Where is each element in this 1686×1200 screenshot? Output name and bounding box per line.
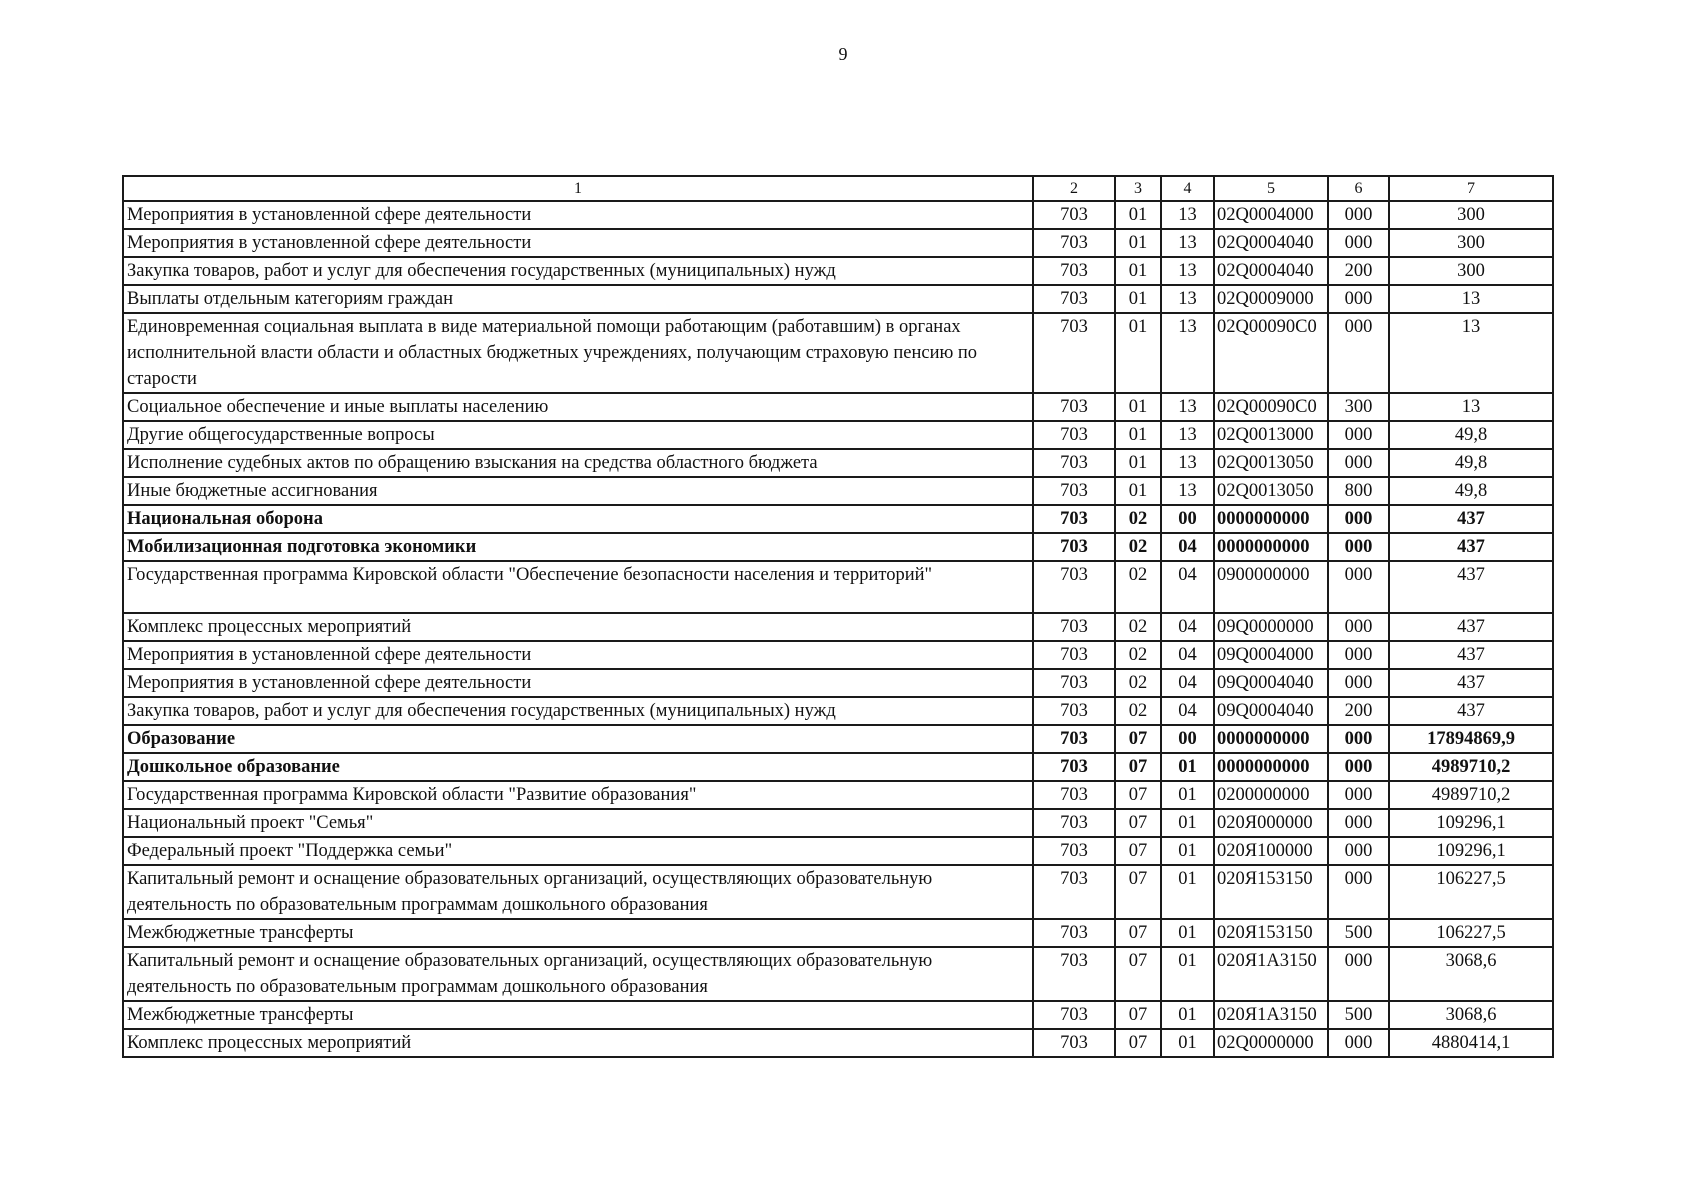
row-name: Социальное обеспечение и иные выплаты населению — [123, 393, 1033, 421]
cell-col-2: 703 — [1033, 781, 1115, 809]
cell-col-2: 703 — [1033, 533, 1115, 561]
cell-col-6: 000 — [1328, 781, 1389, 809]
table-row — [123, 1001, 1553, 1029]
cell-col-2: 703 — [1033, 725, 1115, 753]
cell-col-6: 000 — [1328, 533, 1389, 561]
budget-table — [122, 175, 1554, 1058]
cell-col-6: 000 — [1328, 809, 1389, 837]
table-row — [123, 285, 1553, 313]
cell-col-7: 437 — [1389, 533, 1553, 561]
table-row — [123, 865, 1553, 919]
cell-col-7: 106227,5 — [1389, 865, 1553, 919]
cell-col-6: 000 — [1328, 421, 1389, 449]
cell-col-3: 07 — [1115, 781, 1161, 809]
cell-col-2: 703 — [1033, 285, 1115, 313]
cell-col-4: 01 — [1161, 919, 1214, 947]
table-row — [123, 201, 1553, 229]
cell-col-7: 4989710,2 — [1389, 781, 1553, 809]
cell-col-2: 703 — [1033, 201, 1115, 229]
cell-col-5: 0200000000 — [1214, 781, 1328, 809]
table-row — [123, 809, 1553, 837]
cell-col-5: 020Я153150 — [1214, 919, 1328, 947]
row-name: Образование — [123, 725, 1033, 753]
cell-col-2: 703 — [1033, 393, 1115, 421]
cell-col-7: 49,8 — [1389, 477, 1553, 505]
table-row — [123, 533, 1553, 561]
cell-col-6: 000 — [1328, 865, 1389, 919]
table-row — [123, 613, 1553, 641]
cell-col-5: 02Q0013000 — [1214, 421, 1328, 449]
cell-col-5: 02Q00090C0 — [1214, 313, 1328, 393]
cell-col-7: 3068,6 — [1389, 947, 1553, 1001]
cell-col-7: 437 — [1389, 697, 1553, 725]
cell-col-5: 09Q0004040 — [1214, 669, 1328, 697]
cell-col-5: 020Я153150 — [1214, 865, 1328, 919]
table-row — [123, 449, 1553, 477]
cell-col-3: 02 — [1115, 505, 1161, 533]
cell-col-6: 000 — [1328, 561, 1389, 613]
table-row — [123, 477, 1553, 505]
row-name: Дошкольное образование — [123, 753, 1033, 781]
row-name: Комплекс процессных мероприятий — [123, 613, 1033, 641]
cell-col-4: 00 — [1161, 725, 1214, 753]
cell-col-7: 13 — [1389, 313, 1553, 393]
cell-col-2: 703 — [1033, 505, 1115, 533]
cell-col-4: 00 — [1161, 505, 1214, 533]
cell-col-7: 437 — [1389, 669, 1553, 697]
table-row — [123, 837, 1553, 865]
cell-col-2: 703 — [1033, 1001, 1115, 1029]
table-row — [123, 781, 1553, 809]
cell-col-7: 437 — [1389, 641, 1553, 669]
table-body — [123, 201, 1553, 1057]
cell-col-2: 703 — [1033, 313, 1115, 393]
cell-col-3: 01 — [1115, 257, 1161, 285]
cell-col-3: 07 — [1115, 809, 1161, 837]
cell-col-5: 09Q0000000 — [1214, 613, 1328, 641]
cell-col-4: 01 — [1161, 865, 1214, 919]
cell-col-5: 0000000000 — [1214, 725, 1328, 753]
cell-col-3: 07 — [1115, 725, 1161, 753]
cell-col-2: 703 — [1033, 865, 1115, 919]
cell-col-5: 02Q00090C0 — [1214, 393, 1328, 421]
cell-col-5: 0900000000 — [1214, 561, 1328, 613]
cell-col-2: 703 — [1033, 809, 1115, 837]
row-name: Иные бюджетные ассигнования — [123, 477, 1033, 505]
cell-col-5: 020Я100000 — [1214, 837, 1328, 865]
row-name: Другие общегосударственные вопросы — [123, 421, 1033, 449]
cell-col-7: 300 — [1389, 257, 1553, 285]
cell-col-6: 000 — [1328, 505, 1389, 533]
table-row — [123, 1029, 1553, 1057]
cell-col-3: 07 — [1115, 865, 1161, 919]
cell-col-7: 49,8 — [1389, 449, 1553, 477]
cell-col-7: 109296,1 — [1389, 837, 1553, 865]
cell-col-6: 800 — [1328, 477, 1389, 505]
header-cell: 1 — [123, 176, 1033, 201]
cell-col-3: 07 — [1115, 947, 1161, 1001]
header-cell: 2 — [1033, 176, 1115, 201]
cell-col-6: 000 — [1328, 753, 1389, 781]
row-name: Капитальный ремонт и оснащение образовательных организаций, осуществляющих образовательную деятельность по образовательным программам дошкольного образования — [123, 947, 1033, 1001]
cell-col-4: 04 — [1161, 641, 1214, 669]
cell-col-7: 17894869,9 — [1389, 725, 1553, 753]
cell-col-4: 01 — [1161, 947, 1214, 1001]
cell-col-2: 703 — [1033, 449, 1115, 477]
cell-col-6: 000 — [1328, 725, 1389, 753]
cell-col-2: 703 — [1033, 257, 1115, 285]
cell-col-3: 07 — [1115, 753, 1161, 781]
cell-col-4: 13 — [1161, 201, 1214, 229]
cell-col-5: 02Q0004040 — [1214, 229, 1328, 257]
cell-col-5: 02Q0013050 — [1214, 449, 1328, 477]
cell-col-2: 703 — [1033, 421, 1115, 449]
cell-col-7: 300 — [1389, 201, 1553, 229]
cell-col-4: 04 — [1161, 697, 1214, 725]
table-header-row — [123, 176, 1553, 201]
cell-col-6: 000 — [1328, 313, 1389, 393]
cell-col-4: 13 — [1161, 313, 1214, 393]
cell-col-5: 0000000000 — [1214, 533, 1328, 561]
cell-col-4: 13 — [1161, 449, 1214, 477]
cell-col-5: 020Я1А3150 — [1214, 1001, 1328, 1029]
cell-col-3: 01 — [1115, 229, 1161, 257]
cell-col-6: 000 — [1328, 285, 1389, 313]
cell-col-6: 000 — [1328, 201, 1389, 229]
cell-col-2: 703 — [1033, 613, 1115, 641]
cell-col-7: 437 — [1389, 561, 1553, 613]
cell-col-6: 500 — [1328, 1001, 1389, 1029]
cell-col-7: 437 — [1389, 613, 1553, 641]
header-cell: 4 — [1161, 176, 1214, 201]
cell-col-3: 02 — [1115, 561, 1161, 613]
cell-col-4: 13 — [1161, 421, 1214, 449]
cell-col-3: 01 — [1115, 201, 1161, 229]
table-row — [123, 393, 1553, 421]
row-name: Межбюджетные трансферты — [123, 1001, 1033, 1029]
table-row — [123, 919, 1553, 947]
cell-col-3: 01 — [1115, 477, 1161, 505]
cell-col-3: 07 — [1115, 1029, 1161, 1057]
cell-col-3: 02 — [1115, 533, 1161, 561]
row-name: Национальный проект "Семья" — [123, 809, 1033, 837]
table-row — [123, 753, 1553, 781]
header-cell: 3 — [1115, 176, 1161, 201]
cell-col-4: 04 — [1161, 669, 1214, 697]
cell-col-2: 703 — [1033, 477, 1115, 505]
row-name: Выплаты отдельным категориям граждан — [123, 285, 1033, 313]
cell-col-5: 0000000000 — [1214, 753, 1328, 781]
cell-col-7: 4880414,1 — [1389, 1029, 1553, 1057]
row-name: Исполнение судебных актов по обращению взыскания на средства областного бюджета — [123, 449, 1033, 477]
cell-col-4: 01 — [1161, 1001, 1214, 1029]
cell-col-3: 07 — [1115, 919, 1161, 947]
cell-col-5: 020Я1А3150 — [1214, 947, 1328, 1001]
cell-col-3: 07 — [1115, 1001, 1161, 1029]
cell-col-2: 703 — [1033, 641, 1115, 669]
cell-col-3: 02 — [1115, 697, 1161, 725]
cell-col-5: 02Q0000000 — [1214, 1029, 1328, 1057]
cell-col-6: 000 — [1328, 641, 1389, 669]
cell-col-2: 703 — [1033, 669, 1115, 697]
cell-col-4: 01 — [1161, 837, 1214, 865]
cell-col-3: 01 — [1115, 393, 1161, 421]
cell-col-5: 0000000000 — [1214, 505, 1328, 533]
cell-col-3: 02 — [1115, 641, 1161, 669]
cell-col-2: 703 — [1033, 1029, 1115, 1057]
table-row — [123, 229, 1553, 257]
cell-col-5: 02Q0013050 — [1214, 477, 1328, 505]
cell-col-4: 04 — [1161, 533, 1214, 561]
cell-col-5: 09Q0004000 — [1214, 641, 1328, 669]
cell-col-2: 703 — [1033, 919, 1115, 947]
table-row — [123, 257, 1553, 285]
cell-col-2: 703 — [1033, 229, 1115, 257]
cell-col-6: 300 — [1328, 393, 1389, 421]
cell-col-2: 703 — [1033, 947, 1115, 1001]
cell-col-7: 106227,5 — [1389, 919, 1553, 947]
row-name: Единовременная социальная выплата в виде материальной помощи работающим (работавшим) в органах исполнительной власти области и областных бюджетных учреждениях, получающим страховую пенсию по старости — [123, 313, 1033, 393]
row-name: Межбюджетные трансферты — [123, 919, 1033, 947]
cell-col-6: 000 — [1328, 229, 1389, 257]
cell-col-3: 01 — [1115, 285, 1161, 313]
cell-col-7: 300 — [1389, 229, 1553, 257]
cell-col-5: 09Q0004040 — [1214, 697, 1328, 725]
table-row — [123, 313, 1553, 393]
row-name: Капитальный ремонт и оснащение образовательных организаций, осуществляющих образовательную деятельность по образовательным программам дошкольного образования — [123, 865, 1033, 919]
header-cell: 5 — [1214, 176, 1328, 201]
row-name: Государственная программа Кировской области "Обеспечение безопасности населения и территорий" — [123, 561, 1033, 613]
cell-col-4: 13 — [1161, 477, 1214, 505]
row-name: Национальная оборона — [123, 505, 1033, 533]
cell-col-5: 02Q0004040 — [1214, 257, 1328, 285]
row-name: Мероприятия в установленной сфере деятельности — [123, 229, 1033, 257]
cell-col-5: 020Я000000 — [1214, 809, 1328, 837]
cell-col-4: 13 — [1161, 393, 1214, 421]
row-name: Государственная программа Кировской области "Развитие образования" — [123, 781, 1033, 809]
cell-col-6: 200 — [1328, 257, 1389, 285]
cell-col-3: 01 — [1115, 449, 1161, 477]
header-cell: 6 — [1328, 176, 1389, 201]
row-name: Мероприятия в установленной сфере деятельности — [123, 201, 1033, 229]
cell-col-2: 703 — [1033, 837, 1115, 865]
table-row — [123, 561, 1553, 613]
table-row — [123, 947, 1553, 1001]
cell-col-6: 000 — [1328, 613, 1389, 641]
cell-col-7: 49,8 — [1389, 421, 1553, 449]
cell-col-3: 07 — [1115, 837, 1161, 865]
cell-col-4: 13 — [1161, 285, 1214, 313]
cell-col-2: 703 — [1033, 753, 1115, 781]
table-row — [123, 697, 1553, 725]
cell-col-4: 01 — [1161, 781, 1214, 809]
cell-col-4: 01 — [1161, 753, 1214, 781]
cell-col-4: 04 — [1161, 613, 1214, 641]
cell-col-6: 000 — [1328, 1029, 1389, 1057]
row-name: Закупка товаров, работ и услуг для обеспечения государственных (муниципальных) нужд — [123, 257, 1033, 285]
cell-col-6: 000 — [1328, 669, 1389, 697]
cell-col-4: 13 — [1161, 257, 1214, 285]
cell-col-7: 4989710,2 — [1389, 753, 1553, 781]
cell-col-4: 01 — [1161, 1029, 1214, 1057]
header-cell: 7 — [1389, 176, 1553, 201]
cell-col-5: 02Q0009000 — [1214, 285, 1328, 313]
row-name: Мероприятия в установленной сфере деятельности — [123, 669, 1033, 697]
cell-col-4: 04 — [1161, 561, 1214, 613]
table-row — [123, 725, 1553, 753]
row-name: Федеральный проект "Поддержка семьи" — [123, 837, 1033, 865]
cell-col-6: 200 — [1328, 697, 1389, 725]
cell-col-2: 703 — [1033, 697, 1115, 725]
cell-col-6: 500 — [1328, 919, 1389, 947]
row-name: Комплекс процессных мероприятий — [123, 1029, 1033, 1057]
cell-col-5: 02Q0004000 — [1214, 201, 1328, 229]
cell-col-7: 13 — [1389, 393, 1553, 421]
cell-col-7: 109296,1 — [1389, 809, 1553, 837]
cell-col-2: 703 — [1033, 561, 1115, 613]
table-row — [123, 421, 1553, 449]
cell-col-3: 02 — [1115, 613, 1161, 641]
table-row — [123, 669, 1553, 697]
cell-col-7: 437 — [1389, 505, 1553, 533]
page-number: 9 — [838, 44, 848, 64]
table-row — [123, 505, 1553, 533]
cell-col-4: 13 — [1161, 229, 1214, 257]
cell-col-6: 000 — [1328, 947, 1389, 1001]
cell-col-3: 01 — [1115, 421, 1161, 449]
row-name: Мобилизационная подготовка экономики — [123, 533, 1033, 561]
cell-col-7: 13 — [1389, 285, 1553, 313]
cell-col-4: 01 — [1161, 809, 1214, 837]
table-row — [123, 641, 1553, 669]
cell-col-3: 01 — [1115, 313, 1161, 393]
cell-col-3: 02 — [1115, 669, 1161, 697]
row-name: Мероприятия в установленной сфере деятельности — [123, 641, 1033, 669]
cell-col-7: 3068,6 — [1389, 1001, 1553, 1029]
cell-col-6: 000 — [1328, 449, 1389, 477]
cell-col-6: 000 — [1328, 837, 1389, 865]
row-name: Закупка товаров, работ и услуг для обеспечения государственных (муниципальных) нужд — [123, 697, 1033, 725]
